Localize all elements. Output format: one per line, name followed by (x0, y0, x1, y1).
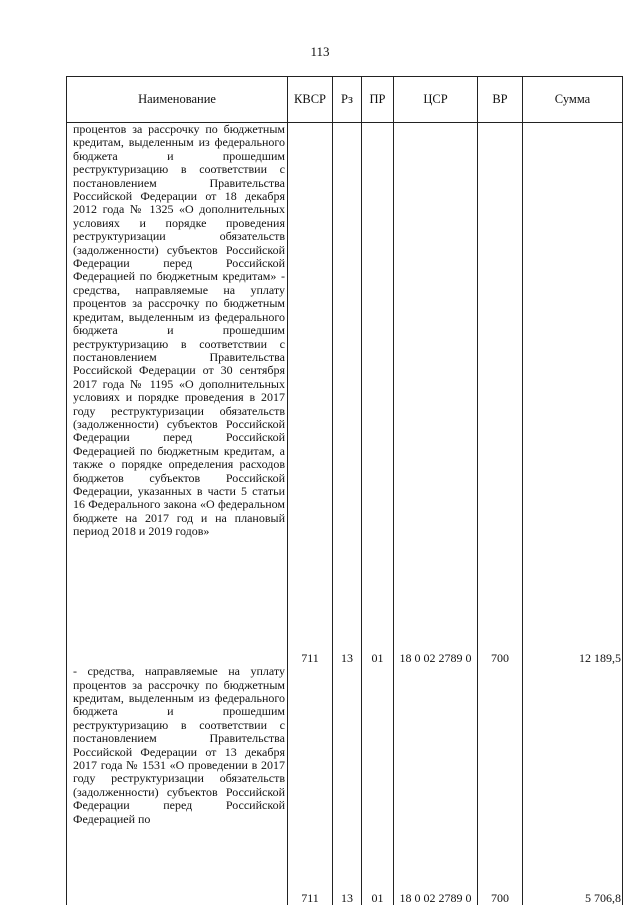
table-row (67, 665, 623, 905)
column-header-rz: Рз (333, 77, 362, 123)
table-header-row (67, 77, 623, 123)
table-row (67, 123, 623, 666)
page-number: 113 (310, 44, 330, 59)
row-sum-cell (523, 123, 623, 666)
row-csr-cell (394, 665, 478, 905)
row-rz-cell (333, 665, 362, 905)
row-csr-cell (394, 123, 478, 666)
row-csr-value: 18 0 02 2789 0 (399, 890, 472, 905)
row-csr-value: 18 0 02 2789 0 (399, 650, 472, 665)
row-vr-value: 700 (491, 890, 509, 905)
row-sum-cell (523, 665, 623, 905)
row-pr-value: 01 (371, 650, 384, 665)
column-header-vr: ВР (478, 77, 523, 123)
row-sum-value: 12 189,5 (579, 650, 621, 665)
column-header-pr: ПР (362, 77, 394, 123)
row-vr-value: 700 (491, 650, 509, 665)
row-name-cell (67, 665, 288, 905)
row-pr-cell (362, 123, 394, 666)
column-header-kvsr: КВСР (288, 77, 333, 123)
row-kvsr-cell (288, 665, 333, 905)
row-pr-value: 01 (371, 890, 384, 905)
row-kvsr-value: 711 (301, 890, 319, 905)
row-pr-cell (362, 665, 394, 905)
column-header-csr: ЦСР (394, 77, 478, 123)
row-vr-cell (478, 665, 523, 905)
row-vr-cell (478, 123, 523, 666)
row-name-cell (67, 123, 288, 666)
row-rz-value: 13 (341, 650, 353, 665)
row-rz-value: 13 (341, 890, 353, 905)
row-kvsr-value: 711 (301, 650, 319, 665)
budget-table (66, 76, 623, 905)
row-sum-value: 5 706,8 (585, 890, 621, 905)
row-name-text: процентов за рассрочку по бюджетным кредитам, выделенным из федерального бюджета и прошедшим реструктуризацию в соответствии с постановлением Правительства Российской Федерации от 18 декабря 2012 года № 1325 «О дополнительных условиях и порядке проведения реструктуризации обязательств (задолженности) субъектов Российской Федерации перед Российской Федерацией по бюджетным кредитам» - средства, направляемые на уплату процентов за рассрочку по бюджетным кредитам, выделенным из федерального бюджета и прошедшим реструктуризацию в соответствии с постановлением Правительства Российской Федерации от 30 сентября 2017 года № 1195 «О дополнительных условиях и порядке проведения в 2017 году реструктуризации обязательств (задолженности) субъектов Российской Федерации перед Российской Федерацией по бюджетным кредитам, а также о порядке определения расходов бюджетов субъектов Российской Федерации, указанных в части 5 статьи 16 Федерального закона «О федеральном бюджете на 2017 год и на плановый период 2018 и 2019 годов» (73, 122, 285, 539)
row-kvsr-cell (288, 123, 333, 666)
column-header-sum: Сумма (523, 77, 623, 123)
row-name-text: - средства, направляемые на уплату процентов за рассрочку по бюджетным кредитам, выделенным из федерального бюджета и прошедшим реструктуризацию в соответствии с постановлением Правительства Российской Федерации от 13 декабря 2017 года № 1531 «О проведении в 2017 году реструктуризации обязательств (задолженности) субъектов Российской Федерации перед Российской Федерацией по (73, 664, 285, 826)
row-rz-cell (333, 123, 362, 666)
column-header-name: Наименование (67, 77, 288, 123)
